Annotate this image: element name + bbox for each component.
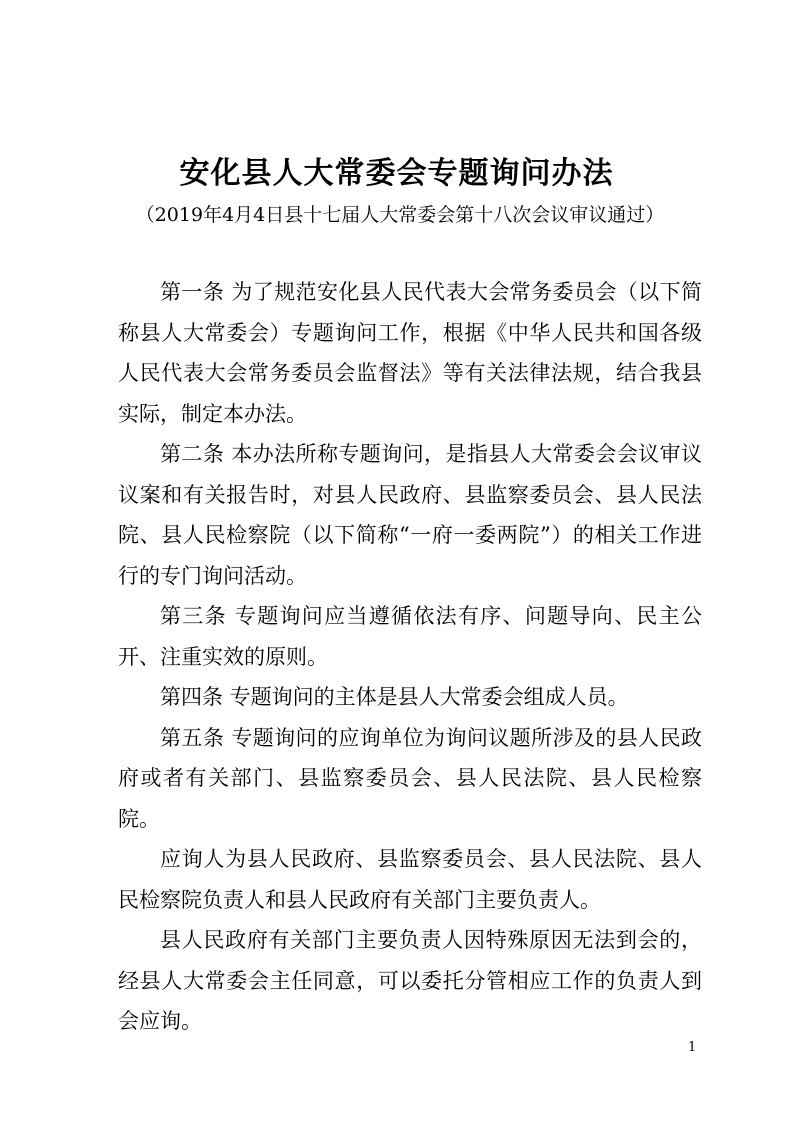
document-subtitle: （2019年4月4日县十七届人大常委会第十八次会议审议通过） <box>135 204 665 226</box>
article-5-paragraph: 第五条 专题询问的应询单位为询问议题所涉及的县人民政府或者有关部门、县监察委员会、县人民法院、县人民检察院。 <box>118 725 702 831</box>
delegation-paragraph: 县人民政府有关部门主要负责人因特殊原因无法到会的，经县人大常委会主任同意，可以委托分管相应工作的负责人到会应询。 <box>118 928 702 1033</box>
page-number: 1 <box>688 1040 697 1055</box>
article-2-paragraph: 第二条 本办法所称专题询问，是指县人大常委会会议审议议案和有关报告时，对县人民政府、县监察委员会、县人民法院、县人民检察院（以下简称“一府一委两院”）的相关工作进行的专门询问活动。 <box>118 442 702 588</box>
document-title: 安化县人大常委会专题询问办法 <box>179 156 614 191</box>
document-body <box>118 272 702 1042</box>
respondent-paragraph: 应询人为县人民政府、县监察委员会、县人民法院、县人民检察院负责人和县人民政府有关部门主要负责人。 <box>118 847 702 912</box>
article-3-paragraph: 第三条 专题询问应当遵循依法有序、问题导向、民主公开、注重实效的原则。 <box>118 604 702 669</box>
article-4-paragraph: 第四条 专题询问的主体是县人大常委会组成人员。 <box>160 685 629 709</box>
article-1-paragraph: 第一条 为了规范安化县人民代表大会常务委员会（以下简称县人大常委会）专题询问工作，根据《中华人民共和国各级人民代表大会常务委员会监督法》等有关法律法规，结合我县实际，制定本办法。 <box>118 280 702 426</box>
